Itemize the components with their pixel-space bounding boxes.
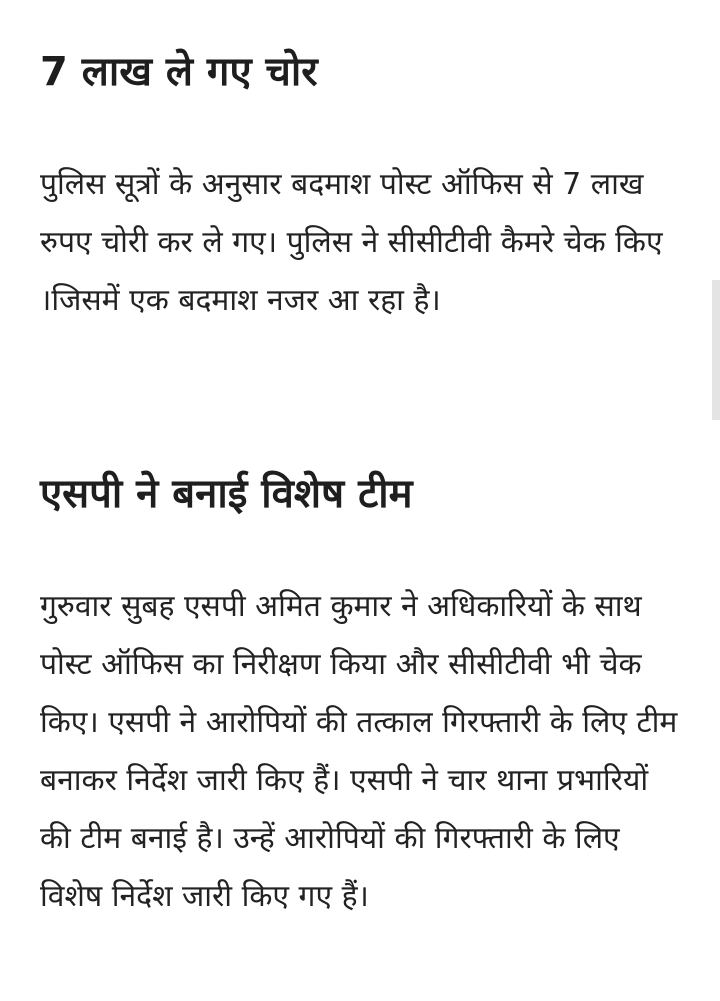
section-paragraph-thieves: पुलिस सूत्रों के अनुसार बदमाश पोस्ट ऑफिस से 7 लाख रुपए चोरी कर ले गए। पुलिस ने सीसीटीवी कैमरे चेक किए ।जिसमें एक बदमाश नजर आ रहा है। xyxy=(40,167,663,318)
section-paragraph-special-team: गुरुवार सुबह एसपी अमित कुमार ने अधिकारियों के साथ पोस्ट ऑफिस का निरीक्षण किया और सीसीटीवी भी चेक किए। एसपी ने आरोपियों की तत्काल गिरफ्तारी के लिए टीम बनाकर निर्देश जारी किए हैं। एसपी ने चार थाना प्रभारियों की टीम बनाई है। उन्हें आरोपियों की गिरफ्तारी के लिए विशेष निर्देश जारी किए गए हैं। xyxy=(40,589,678,914)
section-heading-thieves: 7 लाख ले गए चोर xyxy=(40,49,318,95)
section-heading-special-team: एसपी ने बनाई विशेष टीम xyxy=(40,471,413,517)
scrollbar-thumb[interactable] xyxy=(712,280,720,420)
